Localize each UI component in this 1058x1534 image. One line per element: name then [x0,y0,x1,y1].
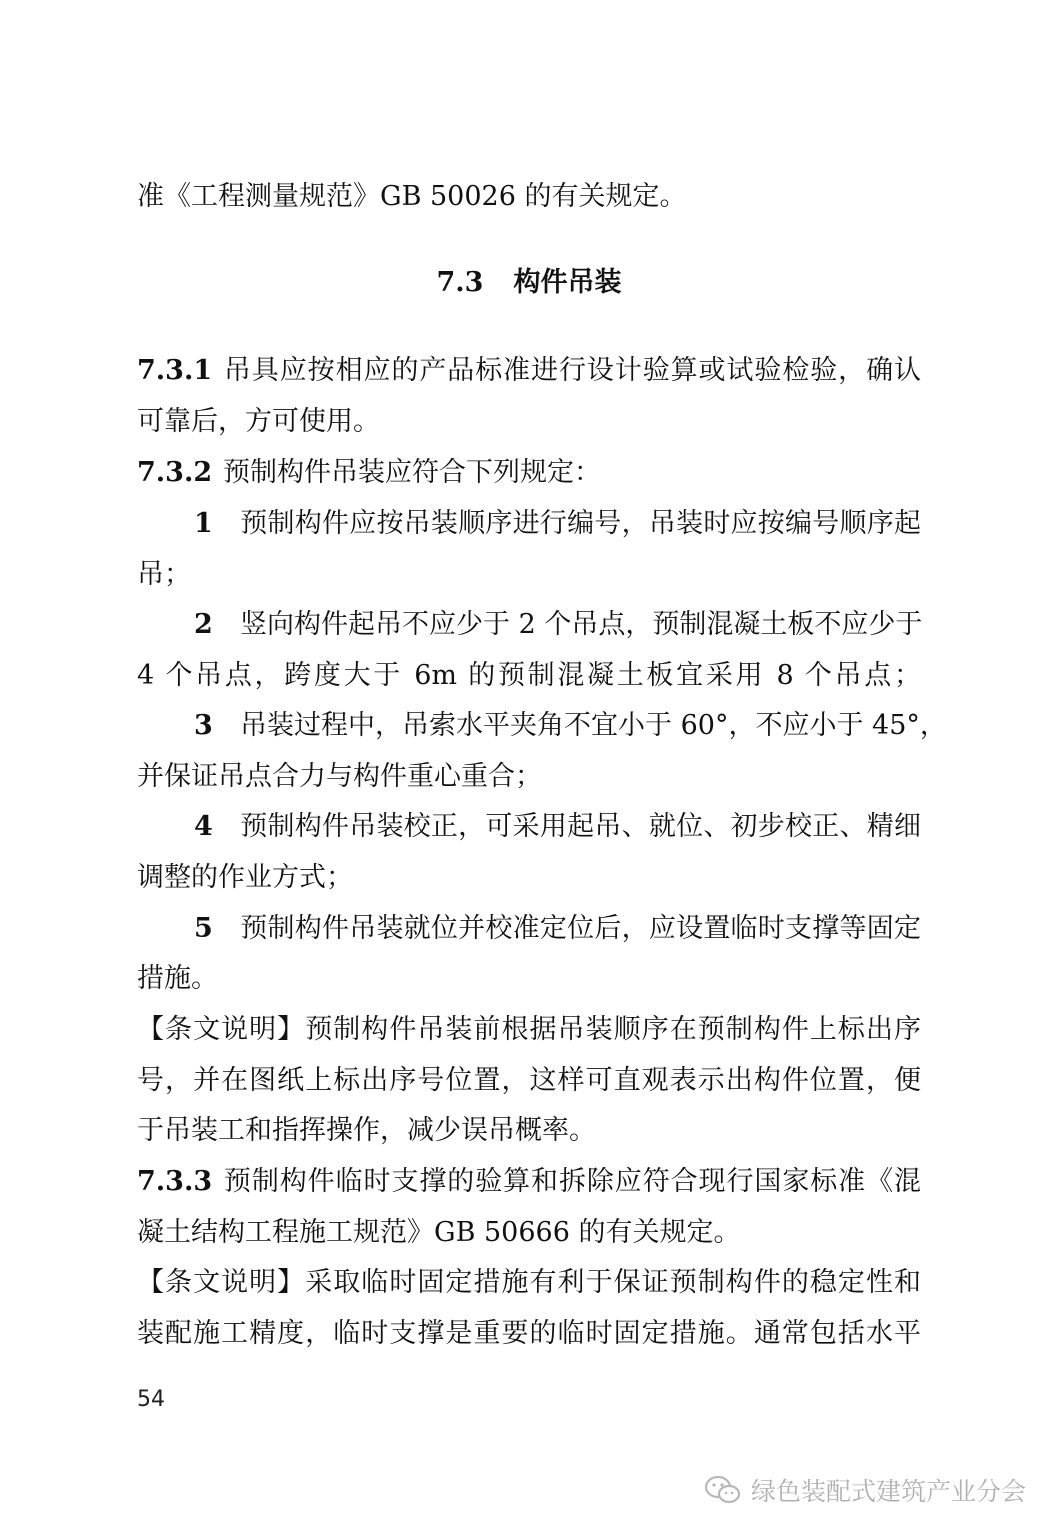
clause-number: 7.3.3 [137,1166,213,1197]
watermark [703,1472,1026,1508]
list-item-5: 5 预制构件吊装就位并校准定位后，应设置临时支撑等固定 [194,913,921,944]
commentary-line: 号，并在图纸上标出序号位置，这样可直观表示出构件位置，便 [137,1065,921,1096]
commentary-line: 装配施工精度，临时支撑是重要的临时固定措施。通常包括水平 [137,1318,921,1349]
text-line: 准《工程测量规范》GB 50026 的有关规定。 [137,181,687,212]
clause-7-3-3: 7.3.3 预制构件临时支撑的验算和拆除应符合现行国家标准《混 [137,1166,921,1197]
section-number: 7.3 [436,267,484,298]
list-item-2: 2 竖向构件起吊不应少于 2 个吊点，预制混凝土板不应少于 [194,609,923,640]
text-line: 可靠后，方可使用。 [137,406,380,437]
text-line: 凝土结构工程施工规范》GB 50666 的有关规定。 [137,1217,741,1248]
list-item-1: 1 预制构件应按吊装顺序进行编号，吊装时应按编号顺序起 [194,508,921,539]
page-number: 54 [137,1387,165,1412]
item-number: 4 [194,811,213,842]
item-number: 1 [194,508,213,539]
text-line: 措施。 [137,963,218,994]
text-line: 调整的作业方式； [137,862,353,893]
item-number: 3 [194,710,213,741]
clause-number: 7.3.1 [137,355,213,386]
item-number: 2 [194,609,213,640]
commentary-line: 于吊装工和指挥操作，减少误吊概率。 [137,1115,596,1146]
section-heading [0,266,1058,300]
commentary-line: 【条文说明】预制构件吊装前根据吊装顺序在预制构件上标出序 [137,1014,921,1045]
clause-7-3-2: 7.3.2 预制构件吊装应符合下列规定： [137,457,601,488]
clause-number: 7.3.2 [137,457,213,488]
commentary-line: 【条文说明】采取临时固定措施有利于保证预制构件的稳定性和 [137,1267,921,1298]
text-line: 4 个吊点，跨度大于 6m 的预制混凝土板宜采用 8 个吊点； [137,660,921,691]
text-line: 并保证吊点合力与构件重心重合； [137,761,542,792]
list-item-4: 4 预制构件吊装校正，可采用起吊、就位、初步校正、精细 [194,811,921,842]
list-item-3: 3 吊装过程中，吊索水平夹角不宜小于 60°，不应小于 45°， [194,710,947,741]
clause-7-3-1: 7.3.1 吊具应按相应的产品标准进行设计验算或试验检验，确认 [137,355,921,386]
item-number: 5 [194,913,213,944]
watermark-text: 绿色装配式建筑产业分会 [750,1477,1026,1506]
text-line: 吊； [137,559,191,590]
wechat-icon [703,1474,743,1506]
section-title: 构件吊装 [513,267,622,298]
